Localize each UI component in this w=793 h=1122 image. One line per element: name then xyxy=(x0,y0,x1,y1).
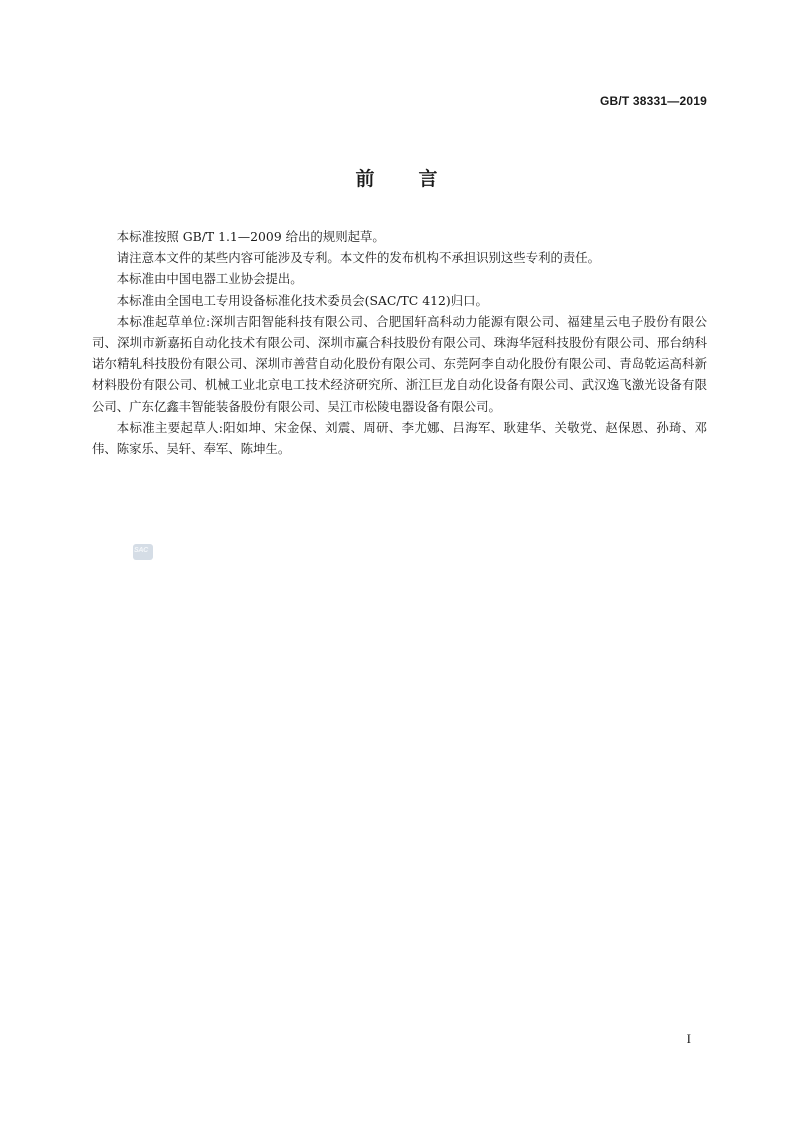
sac-logo-text: SAC xyxy=(134,547,148,554)
paragraph-patent-notice: 请注意本文件的某些内容可能涉及专利。本文件的发布机构不承担识别这些专利的责任。 xyxy=(116,250,601,266)
preface-body xyxy=(92,226,707,459)
sac-watermark-logo-icon xyxy=(133,544,153,560)
standard-code: GB/T 38331—2019 xyxy=(599,94,707,108)
title-char-2: 言 xyxy=(418,168,438,190)
page-number: I xyxy=(686,1031,691,1046)
title-char-1: 前 xyxy=(355,168,375,190)
paragraph-drafting-rules: 本标准按照 GB/T 1.1—2009 给出的规则起草。 xyxy=(116,229,385,244)
paragraph-drafters: 本标准主要起草人:阳如坤、宋金保、刘震、周研、李尤娜、吕海军、耿建华、关敬党、赵保恩、孙琦、邓伟、陈家乐、吴轩、奉军、陈坤生。 xyxy=(92,419,707,457)
paragraph-proposer: 本标准由中国电器工业协会提出。 xyxy=(116,271,303,287)
paragraph-drafting-units: 本标准起草单位:深圳吉阳智能科技有限公司、合肥国轩高科动力能源有限公司、福建星云电子股份有限公司、深圳市新嘉拓自动化技术有限公司、深圳市赢合科技股份有限公司、珠海华冠科技股份有限公司、邢台纳科诺尔精轧科技股份有限公司、深圳市善营自动化股份有限公司、东莞阿李自动化股份有限公司、青岛乾运高科新材料股份有限公司、机械工业北京电工技术经济研究所、浙江巨龙自动化设备有限公司、武汉逸飞激光设备有限公司、广东亿鑫丰智能装备股份有限公司、吴江市松陵电器设备有限公司。 xyxy=(92,313,707,414)
paragraph-committee: 本标准由全国电工专用设备标准化技术委员会(SAC/TC 412)归口。 xyxy=(116,292,488,308)
page-title xyxy=(0,164,793,191)
